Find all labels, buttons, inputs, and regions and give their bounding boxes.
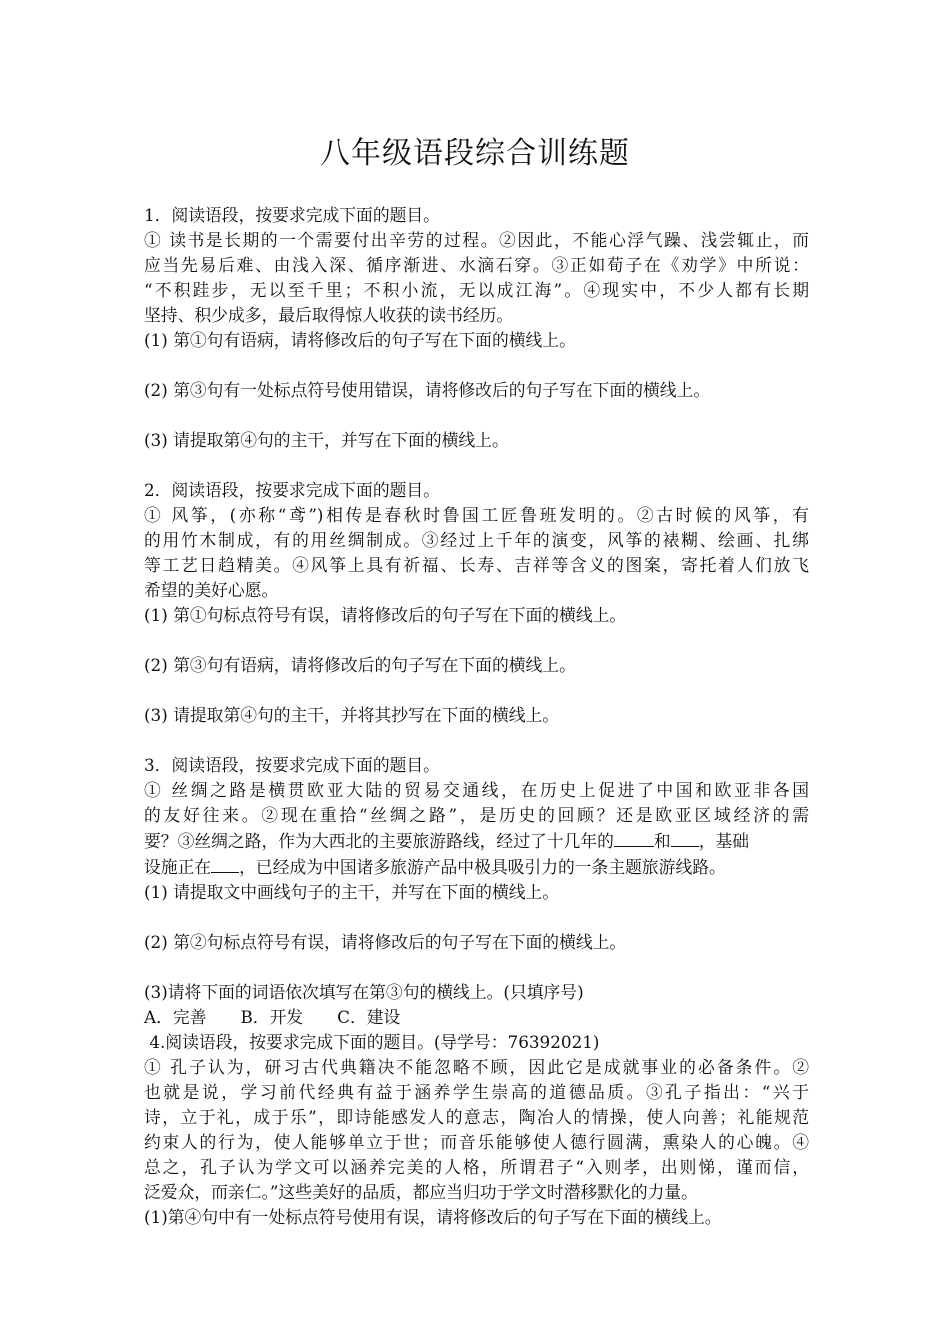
- document-title: 八年级语段综合训练题: [320, 136, 630, 171]
- answer-space: [144, 905, 809, 930]
- q4-passage-line: 诗，立于礼，成于乐”，即诗能感发人的意志，陶冶人的情操，使人向善；礼能规范: [144, 1107, 809, 1127]
- option-b: B．开发: [240, 1007, 304, 1027]
- answer-space: [144, 403, 809, 428]
- q3-options: [144, 1005, 809, 1030]
- answer-space: [144, 955, 809, 980]
- q3-heading: 3．阅读语段，按要求完成下面的题目。: [144, 755, 440, 775]
- answer-space: [144, 453, 809, 478]
- q3-sub-question-1: (1) 请提取文中画线句子的主干，并写在下面的横线上。: [144, 882, 560, 902]
- q3-sub-question-3: (3)请将下面的词语依次填写在第③句的横线上。(只填序号): [144, 982, 584, 1002]
- q1-passage-line: 应当先易后难、由浅入深、循序渐进、水滴石穿。③正如荀子在《劝学》中所说：: [144, 255, 809, 275]
- q4-passage-line: 泛爱众，而亲仁。”这些美好的品质，都应当归功于学文时潜移默化的力量。: [144, 1182, 698, 1202]
- q3-text: ，基础: [698, 831, 750, 851]
- q3-passage-line: ① 丝绸之路是横贯欧亚大陆的贸易交通线，在历史上促进了中国和欧亚非各国: [144, 780, 809, 800]
- q4-passage-line: 也就是说，学习前代经典有益于涵养学生崇高的道德品质。③孔子指出：“兴于: [144, 1082, 809, 1102]
- q2-passage-line: 希望的美好心愿。: [144, 580, 279, 600]
- q2-sub-question-2: (2) 第③句有语病，请将修改后的句子写在下面的横线上。: [144, 655, 576, 675]
- q4-sub-question-1: (1)第④句中有一处标点符号使用有误，请将修改后的句子写在下面的横线上。: [144, 1207, 722, 1227]
- q1-passage-line: ① 读书是长期的一个需要付出辛劳的过程。②因此，不能心浮气躁、浅尝辄止，而: [144, 230, 809, 250]
- q1-sub-question-1: (1) 第①句有语病，请将修改后的句子写在下面的横线上。: [144, 330, 576, 350]
- q2-sub-question-1: (1) 第①句标点符号有误，请将修改后的句子写在下面的横线上。: [144, 605, 627, 625]
- option-a: A．完善: [144, 1007, 207, 1027]
- q1-sub-question-2: (2) 第③句有一处标点符号使用错误，请将修改后的句子写在下面的横线上。: [144, 380, 711, 400]
- q2-sub-question-3: (3) 请提取第④句的主干，并将其抄写在下面的横线上。: [144, 705, 560, 725]
- option-c: C．建设: [337, 1007, 401, 1027]
- q1-passage-line: 坚持、积少成多，最后取得惊人收获的读书经历。: [144, 305, 514, 325]
- q4-heading: 4.阅读语段，按要求完成下面的题目。(导学号：76392021): [144, 1032, 600, 1052]
- fill-blank[interactable]: [614, 828, 654, 847]
- answer-space: [144, 678, 809, 703]
- q1-heading: 1．阅读语段，按要求完成下面的题目。: [144, 205, 440, 225]
- fill-blank[interactable]: [671, 828, 699, 847]
- answer-space: [144, 728, 809, 753]
- fill-blank[interactable]: [211, 854, 239, 873]
- q3-passage-line-with-blanks: [144, 828, 809, 854]
- q3-sub-question-2: (2) 第②句标点符号有误，请将修改后的句子写在下面的横线上。: [144, 932, 627, 952]
- q3-passage-line-with-blank: [144, 854, 809, 880]
- q4-passage-line: 总之，孔子认为学文可以涵养完美的人格，所谓君子“入则孝，出则悌，谨而信，: [144, 1157, 809, 1177]
- q3-text: ，已经成为中国诸多旅游产品中极具吸引力的一条主题旅游线路。: [239, 857, 726, 877]
- q1-sub-question-3: (3) 请提取第④句的主干，并写在下面的横线上。: [144, 430, 509, 450]
- q4-passage-line: 约束人的行为，使人能够单立于世；而音乐能够使人德行圆满，熏染人的心魄。④: [144, 1132, 809, 1152]
- document-body: [144, 203, 809, 1230]
- q1-passage-line: “不积跬步，无以至千里；不积小流，无以成江海”。④现实中，不少人都有长期: [144, 280, 809, 300]
- q3-text: 设施正在: [144, 857, 212, 877]
- q2-heading: 2．阅读语段，按要求完成下面的题目。: [144, 480, 440, 500]
- q3-text: 要？③丝绸之路，作为大西北的主要旅游路线，经过了十几年的: [144, 831, 614, 851]
- q4-passage-line: ① 孔子认为，研习古代典籍决不能忽略不顾，因此它是成就事业的必备条件。②: [144, 1057, 809, 1077]
- q3-text: 和: [653, 831, 671, 851]
- answer-space: [144, 628, 809, 653]
- q2-passage-line: ① 风筝，(亦称“鸢”)相传是春秋时鲁国工匠鲁班发明的。②古时候的风筝，有: [144, 505, 809, 525]
- q2-passage-line: 的用竹木制成，有的用丝绸制成。③经过上千年的演变，风筝的裱糊、绘画、扎绑: [144, 530, 809, 550]
- answer-space: [144, 353, 809, 378]
- q3-passage-line: 的友好往来。②现在重拾“丝绸之路”，是历史的回顾？还是欧亚区域经济的需: [144, 805, 809, 825]
- q2-passage-line: 等工艺日趋精美。④风筝上具有祈福、长寿、吉祥等含义的图案，寄托着人们放飞: [144, 555, 809, 575]
